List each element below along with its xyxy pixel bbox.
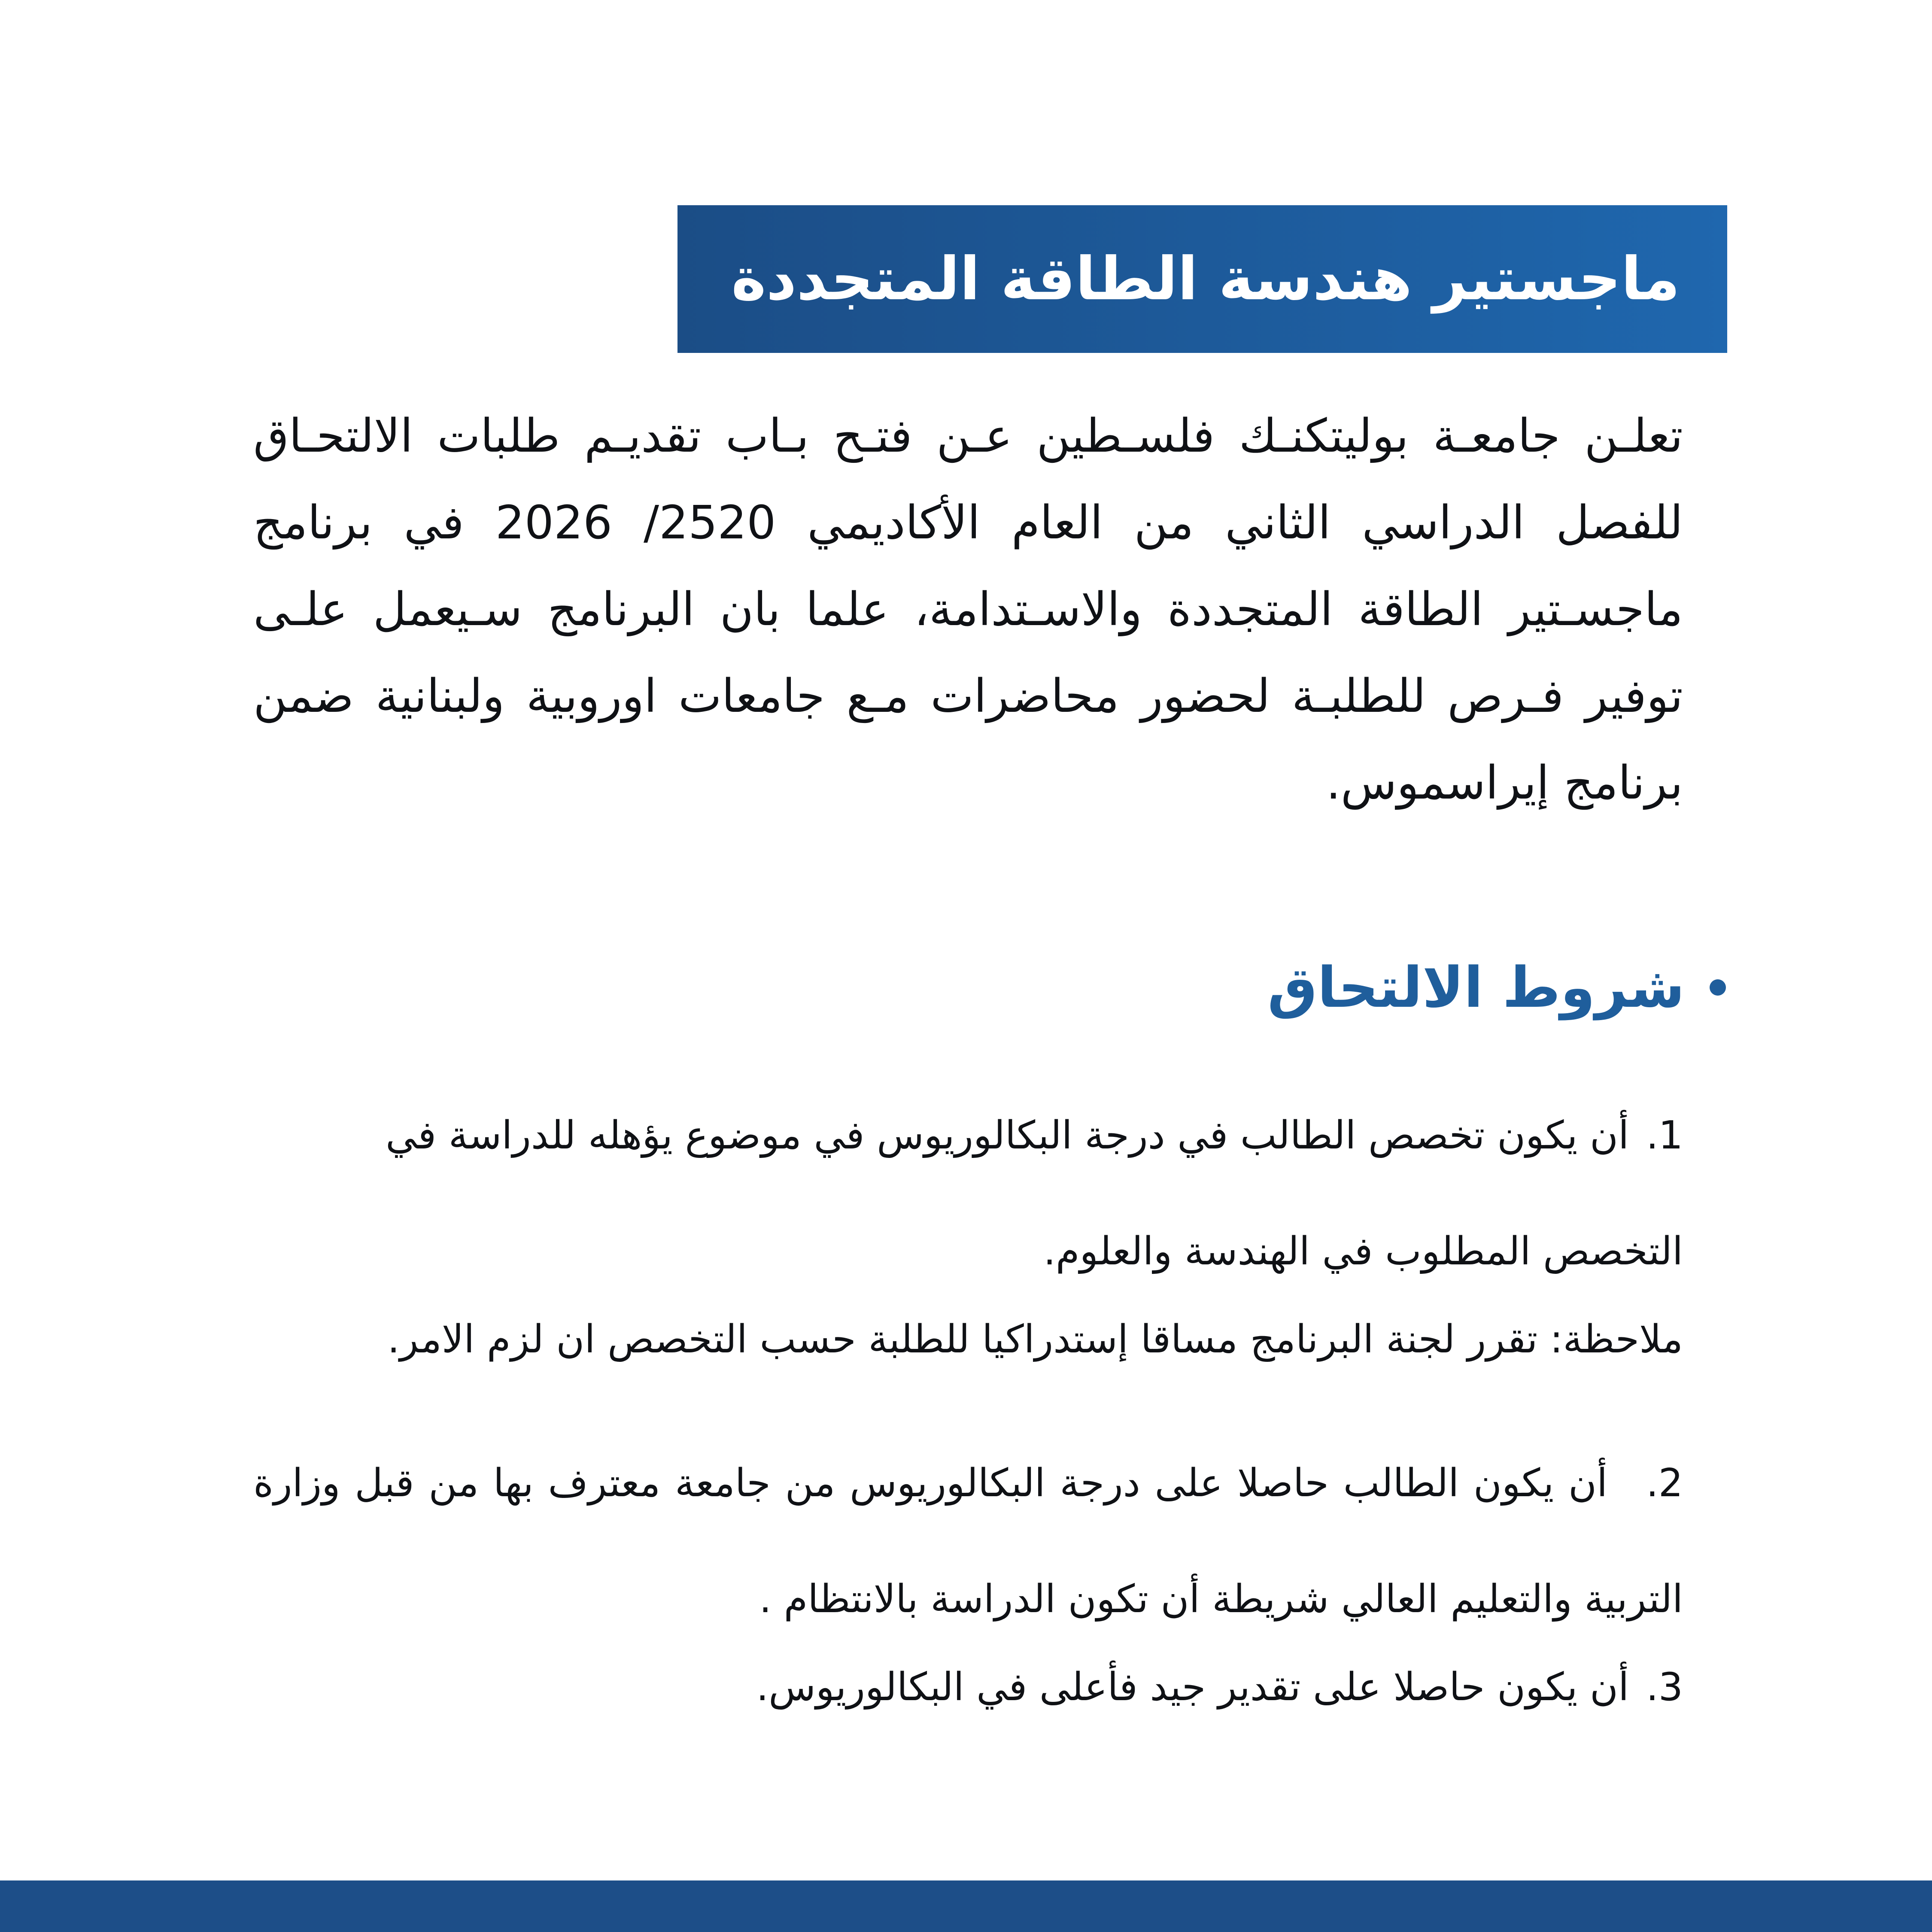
section-heading-text: شروط الالتحاق (1267, 955, 1685, 1020)
condition-1-line-2: التخصص المطلوب في الهندسة والعلوم. (1043, 1229, 1683, 1274)
intro-paragraph: تعلـن جامعـة بوليتكنـك فلسـطين عـن فتـح بـاب تقديـم طلبات الالتحـاق للفصل الدراسي الثاني من العام الأكاديمي 2520/ 2026 في برنامج ماجسـتير الطاقة المتجددة والاسـتدامة، علما بان البرنامج سـيعمل علـى توفير فـرص للطلبـة لحضور محاضرات مـع جامعات اوروبية ولبنانية ضمن برنامج إيراسموس. (253, 410, 1683, 810)
title-banner (677, 205, 1727, 353)
condition-3-number: 3. (1646, 1665, 1683, 1710)
condition-1-text: أن يكون تخصص الطالب في درجة البكالوريوس في موضوع يؤهله للدراسة في (386, 1113, 1629, 1158)
condition-3-text: أن يكون حاصلا على تقدير جيد فأعلى في البكالوريوس. (756, 1665, 1629, 1710)
footer-bar (0, 1880, 1932, 1932)
section-heading (1267, 955, 1726, 1020)
page-title: ماجستير هندسة الطاقة المتجددة (731, 244, 1680, 313)
condition-1-line-1 (386, 1113, 1683, 1158)
condition-note: ملاحظة: تقرر لجنة البرنامج مساقا إستدراكيا للطلبة حسب التخصص ان لزم الامر. (387, 1317, 1683, 1362)
condition-3 (253, 1662, 1683, 1713)
condition-2-number: 2. (1646, 1461, 1683, 1506)
bullet-icon (1710, 979, 1726, 996)
condition-2-text: أن يكون الطالب حاصلا على درجة البكالوريوس من جامعة معترف بها من قبل وزارة التربية والتعليم العالي شريطة أن تكون الدراسة بالانتظام . (253, 1461, 1683, 1622)
condition-1-number: 1. (1646, 1113, 1683, 1158)
condition-1 (253, 1078, 1683, 1309)
condition-2 (253, 1425, 1683, 1657)
